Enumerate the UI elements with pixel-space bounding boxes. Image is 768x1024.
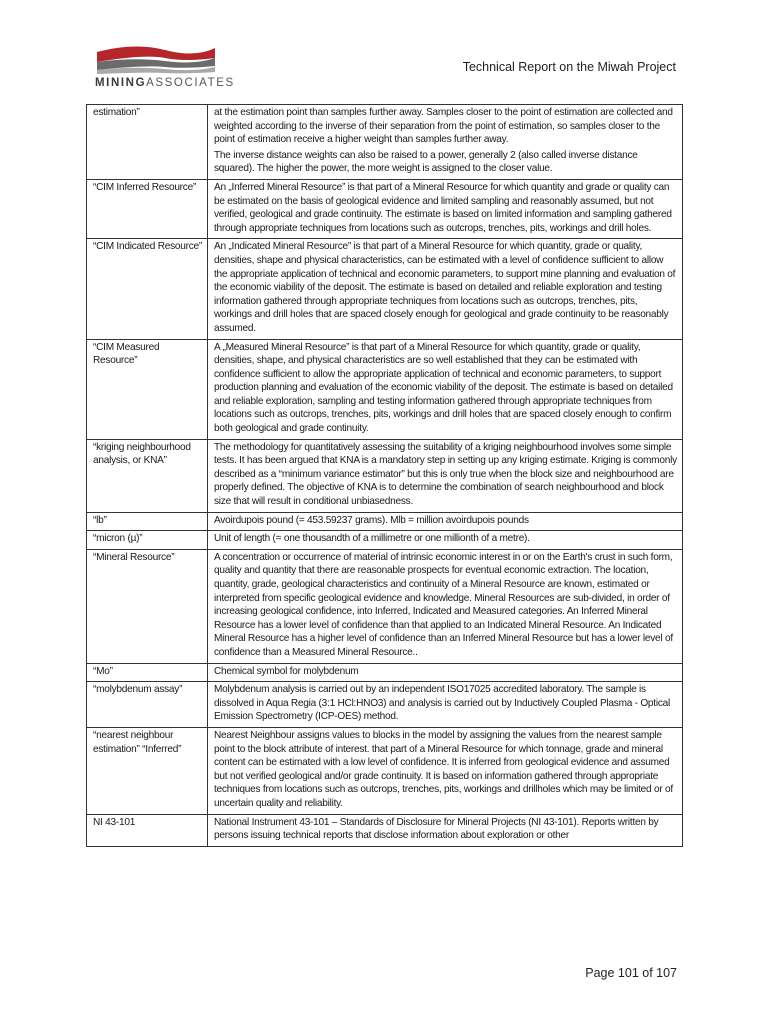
definition-paragraph: at the estimation point than samples further away. Samples closer to the point of estimation are collected and weighted according to the inverse of their separation from the point of estimation, so samples closer to the point of estimation receive a higher weight than samples further away. [214,107,673,146]
glossary-definition [208,531,683,550]
glossary-definition [208,663,683,682]
table-row [87,682,683,728]
definition-paragraph: The inverse distance weights can also be raised to a power, generally 2 (also called inverse distance squared). The higher the power, the more weight is assigned to the closer value. [214,149,638,175]
definition-paragraph: National Instrument 43-101 – Standards of Disclosure for Mineral Projects (NI 43-101). Reports written by persons issuing technical reports that disclose information about exploration or other [214,816,659,842]
definition-paragraph: Nearest Neighbour assigns values to blocks in the model by assigning the values from the nearest sample point to the block attribute of interest. that part of a Mineral Resource for which tonnage, grade and mineral content can be estimated with a low level of confidence. It is inferred from geological evidence and assumed but not verified geological and/or grade continuity. It is based on information gathered through appropriate techniques from locations such as outcrops, trenches, pits, workings and drillholes which may be limited or of uncertain quality and reliability. [214,729,673,809]
definition-paragraph: A concentration or occurrence of material of intrinsic economic interest in or on the Earth's crust in such form, quality and quantity that there are reasonable prospects for eventual economic extraction. The location, quantity, grade, geological characteristics and continuity of a Mineral Resource are known, estimated or interpreted from specific geological evidence and knowledge. Mineral Resources are sub-divided, in order of increasing geological confidence, into Inferred, Indicated and Measured categories. An Inferred Mineral Resource has a lower level of confidence than that applied to an Indicated Mineral Resource. An Indicated Mineral Resource has a higher level of confidence than an Inferred Mineral Resource but has a lower level of confidence than a Measured Mineral Resource.. [214,551,673,658]
table-row [87,727,683,814]
glossary-definition [208,549,683,663]
glossary-definition [208,512,683,531]
glossary-definition [208,179,683,238]
glossary-table [86,104,683,847]
logo-word-associates: ASSOCIATES [146,77,235,89]
glossary-term: “micron (µ)” [87,531,208,550]
table-row [87,512,683,531]
logo-waves-icon [95,44,220,74]
definition-paragraph: A „Measured Mineral Resource” is that part of a Mineral Resource for which quantity, grade or quality, densities, shape, and physical characteristics are so well established that they can be estimated with confidence sufficient to allow the appropriate application of technical and economic parameters, to support production planning and evaluation of the economic viability of the deposit. The estimate is based on detailed and reliable exploration, sampling and testing information gathered through appropriate techniques from locations such as outcrops, trenches, pits, workings and drill holes that are spaced closely enough to confirm both geological and grade continuity. [214,341,673,435]
table-row [87,814,683,846]
table-row [87,439,683,512]
glossary-body [87,105,683,847]
glossary-term: “CIM Inferred Resource” [87,179,208,238]
table-row [87,179,683,238]
definition-paragraph: Chemical symbol for molybdenum [214,665,359,677]
report-title: Technical Report on the Miwah Project [462,60,676,74]
definition-paragraph: Avoirdupois pound (= 453.59237 grams). Mlb = million avoirdupois pounds [214,514,529,526]
page-number: Page 101 of 107 [585,966,677,980]
glossary-term: “nearest neighbour estimation” “Inferred” [87,727,208,814]
definition-paragraph: An „Indicated Mineral Resource” is that part of a Mineral Resource for which quantity, grade or quality, densities, shape and physical characteristics, can be estimated with a level of confidence sufficient to allow the appropriate application of technical and economic parameters, to support mine planning and evaluation of the economic viability of the deposit. The estimate is based on detailed and reliable exploration and testing information gathered through appropriate techniques from locations such as outcrops, trenches, pits, workings and drill holes that are spaced closely enough for geological and grade continuity to be reasonably assumed. [214,241,676,334]
definition-paragraph: An „Inferred Mineral Resource” is that part of a Mineral Resource for which quantity and grade or quality can be estimated on the basis of geological evidence and limited sampling and reasonably assumed, but not verified, geological and grade continuity. The estimate is based on limited information and sampling gathered through appropriate techniques from locations such as outcrops, trenches, pits, workings and drill holes. [214,181,672,234]
definition-paragraph: The methodology for quantitatively assessing the suitability of a kriging neighbourhood involves some simple tests. It has been argued that KNA is a mandatory step in setting up any kriging estimate. Kriging is commonly described as a “minimum variance estimator” but this is only true when the block size and neighbourhood are properly defined. The objective of KNA is to determine the combination of search neighbourhood and block size that will result in conditional unbiasedness. [214,441,677,508]
table-row [87,239,683,339]
glossary-term: “Mineral Resource” [87,549,208,663]
glossary-definition [208,727,683,814]
glossary-definition [208,439,683,512]
glossary-definition [208,682,683,728]
table-row [87,549,683,663]
glossary-definition [208,105,683,180]
glossary-definition [208,339,683,439]
glossary-definition [208,239,683,339]
logo-wordmark [95,77,235,89]
glossary-term: “molybdenum assay” [87,682,208,728]
definition-paragraph: Molybdenum analysis is carried out by an independent ISO17025 accredited laboratory. The sample is dissolved in Aqua Regia (3:1 HCl:HNO3) and analysis is carried out by Inductively Coupled Plasma - Optical Emission Spectrometry (ICP-OES) method. [214,684,670,723]
glossary-term: “Mo” [87,663,208,682]
table-row [87,339,683,439]
glossary-definition [208,814,683,846]
company-logo [95,44,235,94]
logo-word-mining: MINING [95,77,147,89]
table-row [87,105,683,180]
definition-paragraph: Unit of length (= one thousandth of a millimetre or one millionth of a metre). [214,533,530,545]
table-row [87,663,683,682]
glossary-term: “CIM Measured Resource” [87,339,208,439]
glossary-term: “kriging neighbourhood analysis, or KNA” [87,439,208,512]
glossary-term: NI 43-101 [87,814,208,846]
table-row [87,531,683,550]
glossary-term: estimation” [87,105,208,180]
glossary-term: “lb” [87,512,208,531]
glossary-term: “CIM Indicated Resource” [87,239,208,339]
